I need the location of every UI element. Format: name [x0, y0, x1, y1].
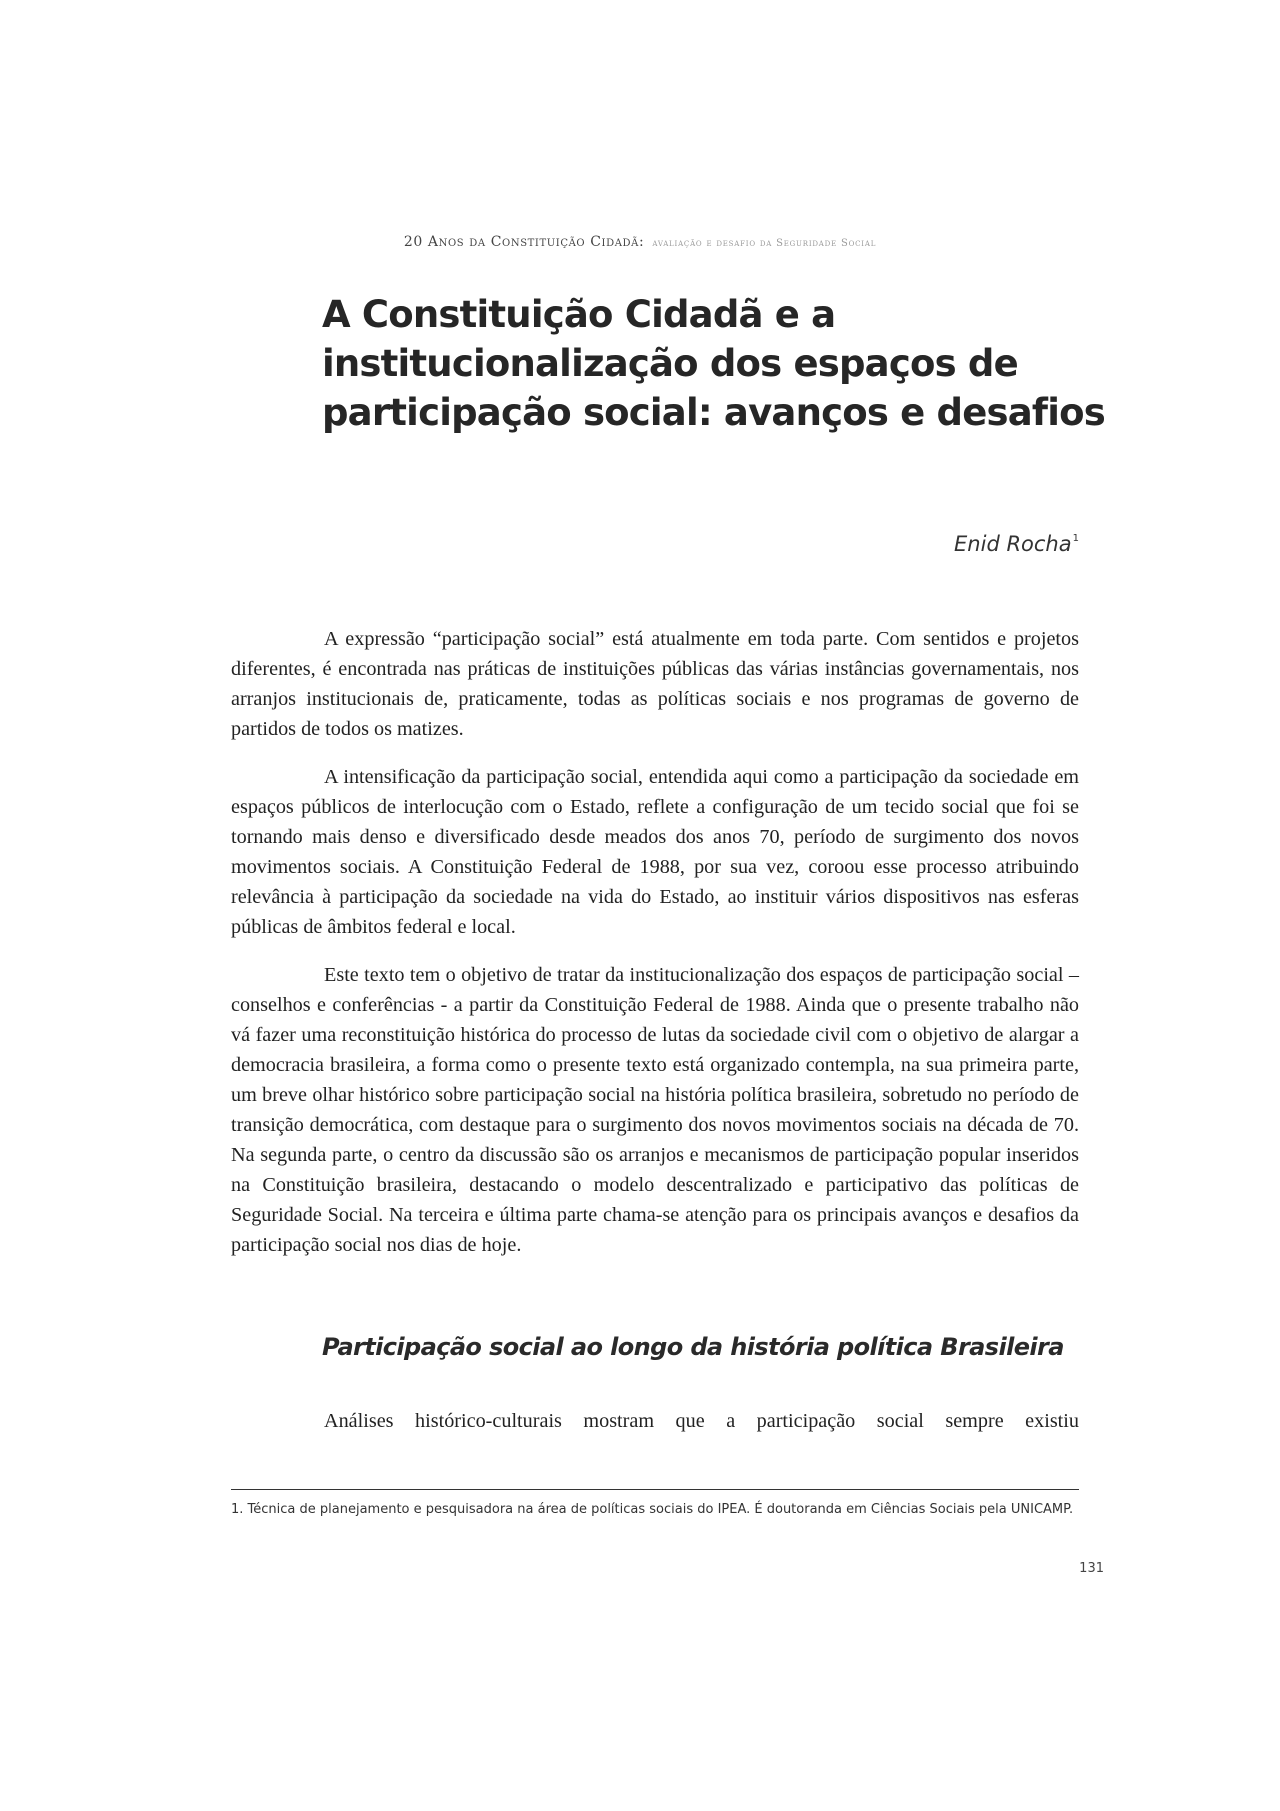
body-paragraph: Este texto tem o objetivo de tratar da institucionalização dos espaços de participação social – conselhos e conferências - a partir da Constituição Federal de 1988. Ainda que o presente trabalho não vá fazer uma reconstituição histórica do processo de lutas da sociedade civil com o objetivo de alargar a democracia brasileira, a forma como o presente texto está organizado contempla, na sua primeira parte, um breve olhar histórico sobre participação social na história política brasileira, sobretudo no período de transição democrática, com destaque para o surgimento dos novos movimentos sociais na década de 70. Na segunda parte, o centro da discussão são os arranjos e mecanismos de participação popular inseridos na Constituição brasileira, destacando o modelo descentralizado e participativo das políticas de Seguridade Social. Na terceira e última parte chama-se atenção para os principais avanços e desafios da participação social nos dias de hoje. [231, 964, 1079, 1256]
article-body [231, 624, 1079, 1278]
article-title [322, 290, 1142, 437]
footnote: 1. Técnica de planejamento e pesquisadora na área de políticas sociais do IPEA. É doutoranda em Ciências Sociais pela UNICAMP. [231, 1502, 1074, 1517]
article-title-line: participação social: avanços e desafios [322, 391, 1105, 434]
body-paragraph: A expressão “participação social” está atualmente em toda parte. Com sentidos e projetos diferentes, é encontrada nas práticas de instituições públicas das várias instâncias governamentais, nos arranjos institucionais de, praticamente, todas as políticas sociais e nos programas de governo de partidos de todos os matizes. [231, 628, 1079, 740]
running-header [0, 234, 1280, 252]
footnote-divider [231, 1489, 1079, 1490]
body-paragraph: A intensificação da participação social, entendida aqui como a participação da sociedade em espaços públicos de interlocução com o Estado, reflete a configuração de um tecido social que foi se tornando mais denso e diversificado desde meados dos anos 70, período de surgimento dos novos movimentos sociais. A Constituição Federal de 1988, por sua vez, coroou esse processo atribuindo relevância à participação da sociedade na vida do Estado, ao instituir vários dispositivos nas esferas públicas de âmbitos federal e local. [231, 766, 1079, 938]
author [954, 532, 1079, 556]
running-header-title: 20 Anos da Constituição Cidadã: [403, 234, 645, 250]
author-footnote-marker: 1 [1072, 533, 1079, 544]
section-first-line: Análises histórico-culturais mostram que a participação social sempre existiu [324, 1410, 1079, 1432]
running-header-subtitle: avaliação e desafio da Seguridade Social [652, 238, 877, 249]
section-heading: Participação social ao longo da história política Brasileira [322, 1333, 1064, 1361]
page-number: 131 [1079, 1561, 1104, 1576]
article-title-line: A Constituição Cidadã e a [322, 293, 836, 336]
author-name: Enid Rocha [954, 532, 1072, 556]
article-title-line: institucionalização dos espaços de [322, 342, 1018, 385]
